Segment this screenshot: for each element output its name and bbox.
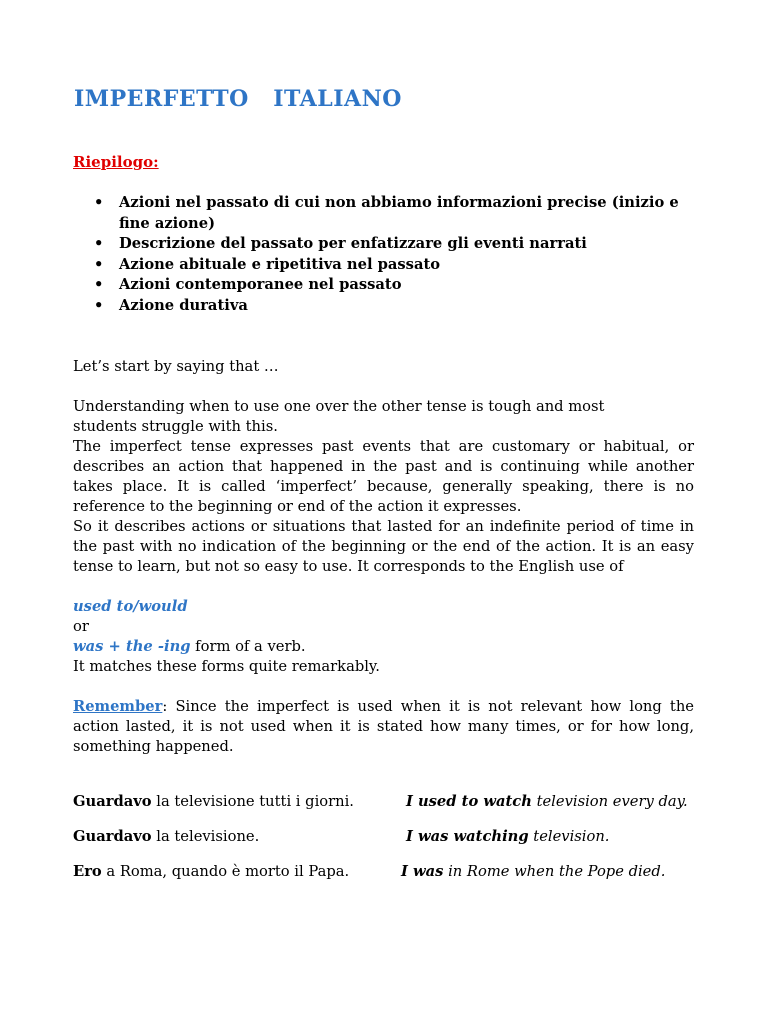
remember-text: : Since the imperfect is used when it is not relevant how long the action lasted, it is not used when it is stated how many times, or for how long, something happened. [73,698,694,755]
paragraph-indefinite-period: So it describes actions or situations that lasted for an indefinite period of time in the past with no indication of the beginning or the end of the action. It is an easy tense to learn, but not so easy to use. It corresponds to the English use of [73,518,694,575]
example-row [73,791,713,813]
example-row [73,826,713,848]
remember-paragraph [73,697,694,757]
summary-item: • Azioni contemporanee nel passato [94,275,699,296]
italian-verb: Guardavo [73,793,152,810]
paragraph-understanding [73,397,694,437]
ing-suffix: -ing [157,638,191,655]
form-of-verb-text: form of a verb. [190,638,306,655]
italian-verb: Ero [73,863,102,880]
was-phrase: was + the [73,638,158,655]
italian-sentence [73,826,259,848]
italian-verb: Guardavo [73,828,152,845]
english-verb: I was watching [406,828,529,845]
italian-sentence [73,861,349,883]
english-rest: television. [528,828,610,845]
english-verb: I was [401,863,444,880]
paragraph-line: students struggle with this. [73,418,278,435]
page-title: IMPERFETTO ITALIANO [74,86,402,112]
italian-sentence [73,791,354,813]
english-translation [406,791,688,813]
summary-item: • Azioni nel passato di cui non abbiamo informazioni precise (inizio e fine azione) [94,193,699,234]
was-ing-line [73,637,694,657]
intro-line: Let’s start by saying that … [73,358,279,375]
english-verb: I used to watch [406,793,532,810]
paragraph-line: Understanding when to use one over the other tense is tough and most [73,398,605,415]
used-to-phrase: used to/would [73,598,188,615]
english-rest: television every day. [531,793,688,810]
usage-block [73,597,694,677]
summary-list [94,193,699,317]
summary-heading: Riepilogo: [73,153,159,171]
or-word: or [73,618,89,635]
italian-rest: la televisione. [151,828,260,845]
italian-rest: la televisione tutti i giorni. [151,793,354,810]
example-row [73,861,713,883]
english-translation [401,861,665,883]
summary-item: • Azione durativa [94,296,699,317]
remember-label: Remember [73,698,163,715]
paragraph-imperfect-definition: The imperfect tense expresses past events that are customary or habitual, or describes an action that happened in the past and is continuing while another takes place. It is called ‘imperfect’ because, generally speaking, there is no reference to the beginning or end of the action it expresses. [73,438,694,515]
matches-line: It matches these forms quite remarkably. [73,658,380,675]
summary-item: • Descrizione del passato per enfatizzare gli eventi narrati [94,234,699,255]
english-rest: in Rome when the Pope died. [443,863,666,880]
english-translation [406,826,609,848]
italian-rest: a Roma, quando è morto il Papa. [101,863,350,880]
summary-item: • Azione abituale e ripetitiva nel passato [94,255,699,276]
